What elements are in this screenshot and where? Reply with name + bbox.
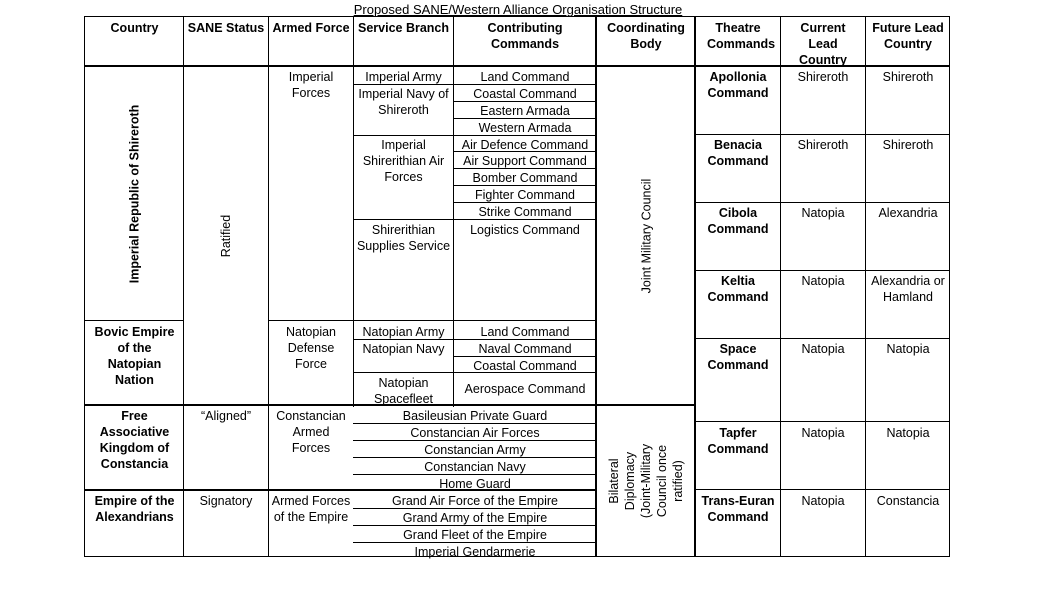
unit-alexandria: Grand Army of the Empire bbox=[402, 511, 548, 525]
coordinating-jmc: Joint Military Council bbox=[639, 178, 653, 294]
country-shireroth: Imperial Republic of Shireroth bbox=[127, 104, 142, 284]
branch-supplies: Shirerithian Supplies Service bbox=[356, 223, 451, 253]
theatre-name: Trans-Euran Command bbox=[701, 494, 775, 524]
header-country: Country bbox=[110, 21, 159, 35]
theatre-name: Space Command bbox=[707, 342, 769, 372]
grid-line bbox=[353, 440, 596, 441]
theatre-current-lead: Shireroth bbox=[797, 138, 849, 152]
grid-line bbox=[84, 65, 950, 67]
country-bovic: Bovic Empire of the Natopian Nation bbox=[94, 325, 175, 387]
command-naval: Naval Command bbox=[478, 342, 572, 356]
theatre-future-lead: Alexandria or Hamland bbox=[871, 274, 945, 304]
theatre-name: Benacia Command bbox=[707, 138, 769, 168]
grid-line bbox=[694, 338, 950, 339]
theatre-future-lead: Shireroth bbox=[882, 70, 934, 84]
grid-line bbox=[268, 320, 354, 321]
grid-line bbox=[353, 219, 596, 220]
unit-constancia: Basileusian Private Guard bbox=[402, 409, 548, 423]
branch-natopian-navy: Natopian Navy bbox=[362, 342, 445, 356]
grid-line bbox=[353, 339, 596, 340]
header-contributing-commands: Contributing Commands bbox=[487, 21, 563, 51]
grid-line bbox=[353, 16, 354, 407]
theatre-current-lead: Natopia bbox=[801, 206, 845, 220]
grid-line bbox=[453, 118, 596, 119]
header-service-branch: Service Branch bbox=[357, 21, 450, 35]
grid-line bbox=[84, 489, 596, 491]
grid-line bbox=[595, 16, 597, 557]
theatre-name: Keltia Command bbox=[707, 274, 769, 304]
grid-line bbox=[353, 84, 596, 85]
theatre-future-lead: Constancia bbox=[876, 494, 940, 508]
grid-line bbox=[694, 202, 950, 203]
grid-line bbox=[780, 16, 781, 557]
header-sane-status: SANE Status bbox=[187, 21, 265, 35]
grid-line bbox=[353, 474, 596, 475]
grid-line bbox=[694, 134, 950, 135]
grid-line bbox=[268, 16, 269, 557]
theatre-future-lead: Shireroth bbox=[882, 138, 934, 152]
grid-line bbox=[453, 356, 596, 357]
grid-line bbox=[353, 457, 596, 458]
grid-line bbox=[453, 16, 454, 407]
theatre-current-lead: Natopia bbox=[801, 274, 845, 288]
theatre-future-lead: Alexandria bbox=[878, 206, 938, 220]
grid-line bbox=[353, 542, 596, 543]
page-title: Proposed SANE/Western Alliance Organisation Structure bbox=[353, 2, 683, 17]
grid-line bbox=[453, 101, 596, 102]
grid-line bbox=[694, 421, 950, 422]
theatre-current-lead: Natopia bbox=[801, 494, 845, 508]
command-land: Land Command bbox=[480, 70, 570, 84]
unit-constancia: Constancian Army bbox=[424, 443, 526, 457]
header-coordinating-body: Coordinating Body bbox=[607, 21, 685, 51]
unit-constancia: Constancian Air Forces bbox=[410, 426, 540, 440]
command-aerospace: Aerospace Command bbox=[464, 382, 586, 396]
unit-alexandria: Grand Air Force of the Empire bbox=[391, 494, 559, 508]
command-strike: Strike Command bbox=[478, 205, 572, 219]
command-eastern-armada: Eastern Armada bbox=[480, 104, 570, 118]
grid-line bbox=[353, 525, 596, 526]
grid-line bbox=[694, 489, 950, 490]
header-armed-force: Armed Force bbox=[272, 21, 350, 35]
grid-line bbox=[353, 423, 596, 424]
branch-natopian-army: Natopian Army bbox=[362, 325, 445, 339]
unit-alexandria: Imperial Gendarmerie bbox=[414, 545, 536, 559]
country-constancia: Free Associative Kingdom of Constancia bbox=[99, 409, 170, 471]
command-bomber: Bomber Command bbox=[472, 171, 578, 185]
header-current-lead: Current Lead Country bbox=[799, 21, 847, 67]
coordinating-bilateral: Bilateral Diplomacy (Joint-Military Council once ratified) bbox=[607, 443, 685, 519]
grid-line bbox=[353, 135, 596, 136]
branch-imperial-army: Imperial Army bbox=[365, 70, 442, 84]
command-nat-coastal: Coastal Command bbox=[473, 359, 577, 373]
command-western-armada: Western Armada bbox=[478, 121, 572, 135]
header-future-lead: Future Lead Country bbox=[872, 21, 944, 51]
grid-line bbox=[694, 16, 696, 557]
theatre-name: Cibola Command bbox=[707, 206, 769, 236]
branch-imperial-air: Imperial Shirerithian Air Forces bbox=[362, 138, 445, 184]
theatre-current-lead: Shireroth bbox=[797, 70, 849, 84]
grid-line bbox=[453, 185, 596, 186]
grid-line bbox=[183, 16, 184, 557]
unit-alexandria: Grand Fleet of the Empire bbox=[403, 528, 547, 542]
branch-natopian-spacefleet: Natopian Spacefleet bbox=[373, 376, 434, 406]
country-alexandrians: Empire of the Alexandrians bbox=[94, 494, 175, 524]
grid-line bbox=[84, 320, 183, 321]
unit-constancia: Constancian Navy bbox=[424, 460, 526, 474]
header-theatre-commands: Theatre Commands bbox=[707, 21, 776, 51]
theatre-name: Tapfer Command bbox=[707, 426, 769, 456]
grid-line bbox=[453, 168, 596, 169]
grid-line bbox=[865, 16, 866, 557]
command-nat-land: Land Command bbox=[480, 325, 570, 339]
armed-force-constancian: Constancian Armed Forces bbox=[276, 409, 346, 455]
status-ratified: Ratified bbox=[218, 214, 233, 258]
command-fighter: Fighter Command bbox=[474, 188, 576, 202]
armed-force-natopian: Natopian Defense Force bbox=[285, 325, 337, 371]
grid-line bbox=[453, 151, 596, 152]
command-air-support: Air Support Command bbox=[463, 154, 587, 168]
armed-force-imperial: Imperial Forces bbox=[288, 70, 334, 100]
theatre-future-lead: Natopia bbox=[886, 426, 930, 440]
armed-force-alexandrian: Armed Forces of the Empire bbox=[271, 494, 351, 524]
status-aligned: “Aligned” bbox=[200, 409, 252, 423]
branch-imperial-navy: Imperial Navy of Shireroth bbox=[358, 87, 449, 117]
grid-line bbox=[453, 202, 596, 203]
theatre-current-lead: Natopia bbox=[801, 426, 845, 440]
status-signatory: Signatory bbox=[199, 494, 253, 508]
command-air-defence: Air Defence Command bbox=[461, 138, 589, 152]
theatre-future-lead: Natopia bbox=[886, 342, 930, 356]
grid-line bbox=[353, 372, 596, 373]
theatre-current-lead: Natopia bbox=[801, 342, 845, 356]
grid-line bbox=[84, 404, 695, 406]
theatre-name: Apollonia Command bbox=[707, 70, 769, 100]
grid-line bbox=[353, 320, 596, 321]
grid-line bbox=[353, 508, 596, 509]
grid-line bbox=[694, 270, 950, 271]
unit-constancia: Home Guard bbox=[439, 477, 511, 491]
command-coastal: Coastal Command bbox=[473, 87, 577, 101]
command-logistics: Logistics Command bbox=[470, 223, 580, 237]
